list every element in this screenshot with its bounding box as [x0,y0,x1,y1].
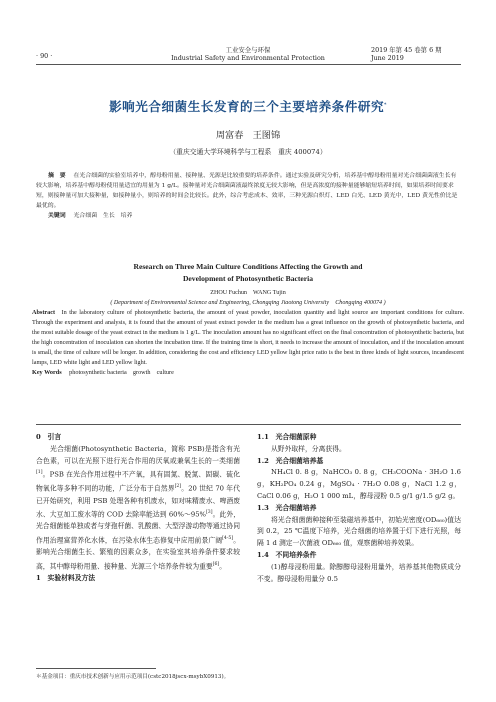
left-column [36,432,240,585]
section-1-2-heading: 1.2 光合细菌培养基 [257,456,324,465]
keywords-cn: 光合细菌 生长 培养 [73,213,133,219]
section-1-1-text: 从野外取样，分离获得。 [271,444,346,453]
ref-6: [6] [212,562,220,568]
intro-text-2: 。PSB 在光合作用过程中不产氧，具有固氮、脱氮、固碳、硫化物氧化等多种不同的功能，广泛分布于自然界 [36,470,240,493]
abstract-en-label: Abstract [32,309,56,316]
footnote: ＊基金项目：重庆市技术创新与应用示范项目(cstc2018jscx-msybX0913)。 [36,674,230,680]
intro-paragraph [36,444,240,573]
intro-text-5: 。影响光合细菌生长、繁殖的因素众多，在实验室其培养条件要求较高，其中醇母粉用量、接种量、光源三个培养条件较为重要 [36,536,241,571]
intro-text-6: 。 [219,562,227,571]
english-title-line1: Research on Three Main Culture Conditions Affecting the Growth and [133,262,363,271]
issue-cn: 2019 年第 45 卷第 6 期 [371,46,442,54]
section-1-4-text: (1)醇母浸粉用量。除醇醇母浸粉用量外，培养基其他物质成分不变。醇母浸粉用量分 0.5 [257,562,461,583]
keywords-en: photosynthetic bacteria growth culture [69,369,174,376]
title-footnote-mark: * [384,102,387,108]
abstract-cn-label: 摘 要 [48,172,66,179]
section-1-2-text: NH₄Cl 0. 8 g，NaHCO₃ 0. 8 g，CH₃COONa · 3H₂O 1.6 g，KH₂PO₄ 0.24 g，MgSO₄ · 7H₂O 0.08 g，NaCl 1.2 g，CaCl 0.06 g，H₂O 1 000 mL，醇母浸粉 0.5 g/1 g/1.5 g/2 g。 [257,468,461,500]
ref-3: [3] [206,510,213,516]
footnote-rule [36,668,156,669]
intro-text-3: 。20 世纪 70 年代已开始研究，利用 PSB 处理各种有机废水，如对味精废水、啤酒废水、大豆加工废水等的 COD 去除率能达到 60%～95% [36,484,241,519]
section-0-heading: 0 引言 [36,433,62,441]
affiliation-cn: （重庆交通大学环境科学与工程系 重庆 400074） [169,148,327,156]
abstract-en [32,308,464,378]
abstract-en-text: In the laboratory culture of photosynthetic bacteria, the amount of yeast powder, inoculation quantity and light source are important conditions for culture. Through the experiment and analysis, it is found that the amount of yeast extract powder in the medium has a great influence on the growth of photosynthetic bacteria, and the most suitable dosage of the yeast extract in the medium is 1 g/L. The inoculation amount has no significant effect on the final concentration of photosynthetic bacteria, but the high concentration of inoculation can shorten the incubation time. If the training time is short, it needs to increase the amount of inoculation, and if the inoculation amount is small, the time of culture will be longer. In addition, considering the cost and efficiency LED yellow light price ratio is the best in three kinds of light sources, incandescent lamps, LED white light and LED yellow light. [32,309,465,366]
issue-en: June 2019 [371,54,404,62]
section-1-4-heading: 1.4 不同培养条件 [257,550,317,559]
intro-text-1: 光合细菌(Photosynthetic Bacteria，简称 PSB)是指含有光合色素，可以在光照下进行光合作用的厌氧或兼氧生长的一类细菌 [36,444,240,465]
english-authors: ZHOU Fuchun WANG Tujin [210,290,286,296]
ref-4-5: [4-5] [222,536,234,542]
section-1-heading: 1 实验材料及方法 [36,574,96,583]
journal-name-cn: 工业安全与环保 [225,46,271,54]
section-1-3-heading: 1.3 光合细菌培养 [257,503,317,512]
english-title-line2: Development of Photosynthetic Bacteria [182,274,314,283]
page-number: · 90 · [36,52,53,60]
abstract-bottom-rule [36,424,461,425]
section-1-1-heading: 1.1 光合细菌原种 [257,433,317,441]
ref-2: [2] [174,484,182,490]
english-affiliation: ( Department of Environmental Science and Engineering, Chongqing Jiaotong University Chongqing 400074 ) [110,300,386,306]
right-column [257,432,461,585]
authors-cn: 周富春 王图锦 [215,130,281,141]
header-rule [36,64,461,65]
paper-title [0,96,496,115]
journal-name-en: Industrial Safety and Environmental Protection [171,54,325,62]
ref-1: [1] [36,470,43,476]
paper-title-text: 影响光合细菌生长发育的三个主要培养条件研究 [109,99,385,114]
keywords-cn-label: 关键词 [48,212,66,219]
abstract-cn-text: 在光合细菌的实验室培养中，醇母粉用量、接种量、光源是比较重要的培养条件。通过实验及研究分析，培养基中醇母粉用量对光合细菌菌液生长有较大影响，培养基中醇母粉使用量适宜的用量为 1 g/L。接种量对光合细菌菌液最终浓度无较大影响，但是高浓度的接种量能够缩短培养时间，如果培养时间要求短，则接种量可加大接种量，如接种量小，则培养的时间会比较长。此外，综合考虑成本、效率，三种光源白炽灯、LED 白光、LED 黄光中，LED 黄光性价比是最优的。 [36,173,458,209]
keywords-en-label: Key Words [32,369,62,376]
abstract-cn [36,171,461,221]
section-1-3-text: 将光合细菌菌种接种至装磁培养基中，初始光密度(OD₆₆₀)值达到 0.2，25 ℃温度下培养，光合细菌的培养置于灯下进行光照，每隔 1 d 测定一次菌液 OD₆₆₀ 值，观察菌种培养效果。 [257,515,461,548]
intro-text-4: 。此外，光合细菌能单独或者与芽孢杆菌、乳酸菌、大型浮游动物等通过协同作用治理富营养化水体，在污染水体生态修复中应用前景广阔 [36,510,240,545]
